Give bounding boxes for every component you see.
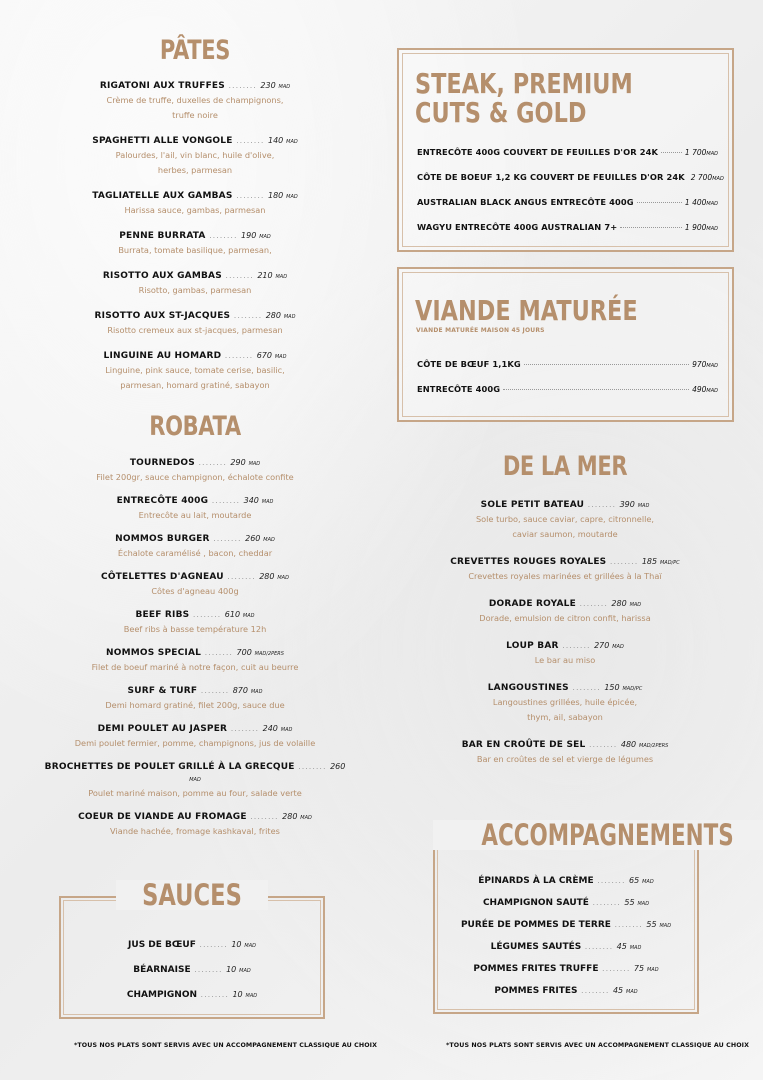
menu-item [395, 640, 735, 668]
menu-item [395, 556, 735, 584]
menu-item-price: 230 [260, 80, 276, 90]
menu-row-name: ENTRECÔTE 400G [417, 384, 501, 394]
menu-item-description: Crevettes royales marinées et grillées à la Thaï [468, 570, 662, 581]
menu-item-line [40, 685, 350, 698]
steak-title-line1: STEAK, PREMIUM [415, 67, 633, 100]
menu-item-line [40, 270, 350, 283]
menu-item [40, 811, 350, 839]
menu-item-price: 480 [620, 739, 637, 749]
leader-dots: ........ [232, 135, 268, 145]
leader-dots [661, 152, 682, 153]
menu-item [433, 914, 699, 936]
leader-dots [620, 227, 682, 228]
accompagnements-list [433, 870, 699, 1002]
menu-item [395, 598, 735, 626]
menu-item-unit: MAD [286, 138, 298, 145]
menu-item-line [40, 135, 350, 148]
menu-item [40, 723, 350, 751]
menu-item-name: TAGLIATELLE AUX GAMBAS [92, 190, 233, 201]
menu-item-description: caviar saumon, moutarde [512, 528, 618, 539]
menu-item-name: BAR EN CROÛTE DE SEL [461, 739, 586, 750]
menu-item-line [40, 761, 350, 786]
menu-row-name: CÔTE DE BŒUF 1,1KG [417, 359, 521, 369]
menu-item-name: LANGOUSTINES [487, 682, 569, 693]
leader-dots: ........ [581, 942, 617, 951]
menu-item-description: Langoustines grillées, huile épicée, [492, 696, 638, 707]
leader-dots: ........ [575, 598, 612, 608]
menu-item-unit: MAD [259, 233, 271, 240]
menu-row-price: 1 700 [684, 148, 707, 157]
menu-row [417, 222, 718, 232]
menu-item-price: 10 [231, 940, 242, 949]
menu-row-name: CÔTE DE BOEUF 1,2 KG COUVERT DE FEUILLES D'OR 24K [417, 172, 685, 182]
leader-dots: ........ [227, 723, 263, 733]
pates-section [40, 36, 350, 405]
leader-dots: ........ [189, 609, 225, 619]
menu-item-price: 180 [267, 190, 284, 200]
menu-item-unit: MAD [280, 726, 293, 733]
menu-item-unit: MAD [626, 989, 638, 995]
menu-row-name: ENTRECÔTE 400G COUVERT DE FEUILLES D'OR 24K [417, 147, 658, 157]
menu-row-unit: MAD [706, 388, 718, 394]
menu-item-name: BROCHETTES DE POULET GRILLÉ À LA GRECQUE [44, 761, 295, 772]
menu-item-description: Palourdes, l'ail, vin blanc, huile d'olive, [115, 149, 275, 160]
menu-item-description: Harissa sauce, gambas, parmesan [124, 204, 266, 215]
leader-dots: ........ [606, 556, 642, 566]
menu-item-line [40, 723, 350, 736]
viande-title: VIANDE MATURÉE [415, 294, 638, 327]
menu-row-price: 2 700 [690, 173, 713, 182]
menu-item-name: DEMI POULET AU JASPER [97, 723, 228, 734]
leader-dots: ........ [195, 940, 232, 949]
menu-item-unit: MAD [286, 193, 298, 200]
menu-item-price: 340 [243, 495, 259, 505]
menu-item-description: Risotto cremeux aux st-jacques, parmesan [107, 324, 283, 335]
menu-item-unit: MAD [274, 353, 287, 360]
mer-title: DE LA MER [502, 451, 628, 482]
menu-row [417, 359, 718, 369]
menu-item-price: 150 [604, 682, 620, 692]
leader-dots: ........ [197, 990, 233, 999]
menu-item-description: herbes, parmesan [157, 164, 233, 175]
menu-item [40, 647, 350, 675]
menu-row-price: 1 400 [684, 198, 707, 207]
menu-item-name: RIGATONI AUX TRUFFES [99, 80, 225, 91]
menu-row [417, 147, 718, 157]
menu-item [40, 350, 350, 393]
menu-item-line [40, 571, 350, 584]
menu-item-name: DORADE ROYALE [488, 598, 576, 609]
menu-item [40, 270, 350, 298]
menu-item-description: truffe noire [172, 109, 218, 120]
menu-item [433, 892, 699, 914]
menu-item [40, 310, 350, 338]
menu-item-price: 260 [330, 761, 346, 771]
menu-item-description: Côtes d'agneau 400g [151, 585, 239, 596]
menu-row [417, 197, 718, 207]
menu-item [395, 739, 735, 767]
menu-item-unit: MAD [637, 901, 650, 907]
menu-item-description: Le bar au miso [534, 654, 596, 665]
menu-item-line [40, 533, 350, 546]
menu-item-price: 280 [265, 310, 281, 320]
menu-item-name: PURÉE DE POMMES DE TERRE [460, 920, 611, 930]
menu-row-name: WAGYU ENTRECÔTE 400G AUSTRALIAN 7+ [417, 222, 618, 232]
menu-item-name: LÉGUMES SAUTÉS [490, 942, 582, 952]
leader-dots: ........ [585, 739, 621, 749]
leader-dots: ........ [598, 964, 634, 973]
menu-item-line [395, 499, 735, 512]
menu-item-unit: MAD [277, 574, 289, 581]
pates-list [40, 80, 350, 393]
menu-item-line [40, 230, 350, 243]
menu-row-unit: MAD [712, 176, 724, 182]
leader-dots: ........ [593, 876, 630, 885]
menu-item-description: Filet de boeuf mariné à notre façon, cuit au beurre [91, 661, 299, 672]
menu-item-price: 240 [262, 723, 278, 733]
leader-dots: ........ [568, 682, 605, 692]
menu-item [40, 230, 350, 258]
menu-item-price: 65 [629, 876, 640, 885]
menu-item-description: Beef ribs à basse température 12h [123, 623, 267, 634]
menu-item-price: 610 [224, 609, 241, 619]
menu-item-unit: MAD/2PERS [254, 650, 284, 657]
menu-item-line [395, 739, 735, 752]
leader-dots [524, 364, 689, 365]
menu-item-description: Échalote caramélisé , bacon, cheddar [117, 547, 273, 558]
menu-item-unit: MAD [300, 814, 312, 821]
menu-item-description: Dorade, emulsion de citron confit, harissa [479, 612, 651, 623]
menu-item-description: Burrata, tomate basilique, parmesan, [118, 244, 272, 255]
menu-item-description: Poulet mariné maison, pomme au four, salade verte [88, 787, 302, 798]
menu-item [395, 682, 735, 725]
menu-item-unit: MAD/PC [659, 559, 680, 566]
menu-item-unit: MAD [189, 776, 201, 783]
menu-row [417, 384, 718, 394]
menu-item-name: BEEF RIBS [135, 609, 190, 620]
menu-item-line [40, 647, 350, 660]
menu-item-description: Viande hachée, fromage kashkaval, frites [110, 825, 280, 836]
menu-item-unit: MAD/PC [622, 685, 643, 692]
menu-item [59, 932, 325, 957]
menu-item-price: 210 [257, 270, 273, 280]
steak-box [397, 48, 734, 252]
menu-item-price: 280 [611, 598, 627, 608]
menu-item-unit: MAD [646, 967, 659, 973]
menu-item-line [40, 190, 350, 203]
leader-dots [637, 202, 682, 203]
menu-item-line [40, 609, 350, 622]
menu-item-description: Risotto, gambas, parmesan [138, 284, 252, 295]
menu-item-name: POMMES FRITES TRUFFE [473, 964, 599, 974]
menu-item-unit: MAD [637, 502, 650, 509]
leader-dots: ........ [584, 499, 620, 509]
menu-row-unit: MAD [706, 151, 718, 157]
menu-item-price: 45 [616, 942, 627, 951]
menu-item-line [40, 350, 350, 363]
menu-item-price: 670 [256, 350, 272, 360]
leader-dots: ........ [197, 685, 233, 695]
menu-item-price: 390 [619, 499, 635, 509]
leader-dots: ........ [223, 571, 260, 581]
menu-item-price: 700 [236, 647, 252, 657]
menu-item-description: Linguine, pink sauce, tomate cerise, basilic, [105, 364, 285, 375]
menu-item-description: Demi poulet fermier, pomme, champignons, jus de volaille [74, 737, 316, 748]
footnote-right: *TOUS NOS PLATS SONT SERVIS AVEC UN ACCOMPAGNEMENT CLASSIQUE AU CHOIX [446, 1042, 750, 1049]
leader-dots: ........ [221, 270, 258, 280]
sauces-list [59, 932, 325, 1007]
menu-item [40, 609, 350, 637]
menu-item-description: thym, ail, sabayon [527, 711, 603, 722]
viande-subtitle: VIANDE MATURÉE MAISON 45 JOURS [416, 327, 545, 334]
menu-item-description: Filet 200gr, sauce champignon, échalote confite [96, 471, 294, 482]
menu-item-unit: MAD [250, 688, 263, 695]
leader-dots: ........ [294, 761, 331, 771]
leader-dots: ........ [208, 495, 244, 505]
menu-item-description: Crème de truffe, duxelles de champignons, [106, 94, 284, 105]
menu-item [40, 80, 350, 123]
menu-row-unit: MAD [706, 226, 718, 232]
menu-item-price: 10 [232, 990, 243, 999]
menu-item-price: 870 [232, 685, 248, 695]
menu-item [59, 982, 325, 1007]
menu-item-unit: MAD [261, 498, 274, 505]
menu-item-unit: MAD [275, 273, 288, 280]
menu-item-line [40, 457, 350, 470]
menu-item-unit: MAD [263, 536, 275, 543]
menu-item-price: 260 [245, 533, 261, 543]
menu-item-price: 280 [259, 571, 275, 581]
menu-item-line [395, 682, 735, 695]
menu-item [40, 190, 350, 218]
menu-item-unit: MAD [659, 923, 672, 929]
menu-item-line [395, 640, 735, 653]
menu-item-line [40, 811, 350, 824]
menu-item [40, 495, 350, 523]
menu-item-price: 140 [267, 135, 284, 145]
menu-item-description: Demi homard gratiné, filet 200g, sauce due [105, 699, 285, 710]
sauces-title: SAUCES [116, 880, 268, 910]
steak-title-line2: CUTS & GOLD [415, 96, 587, 129]
menu-item-name: SPAGHETTI ALLE VONGOLE [92, 135, 233, 146]
menu-item-unit: MAD [629, 945, 642, 951]
menu-item-unit: MAD [244, 943, 256, 949]
menu-item-description: Entrecôte au lait, moutarde [138, 509, 252, 520]
menu-item-unit: MAD [239, 968, 251, 974]
menu-item-price: 55 [646, 920, 657, 929]
robata-section [40, 412, 350, 849]
menu-item-name: CHAMPIGNON [126, 990, 197, 1000]
menu-item-price: 280 [282, 811, 298, 821]
leader-dots: ........ [190, 965, 227, 974]
menu-item-unit: MAD [278, 83, 291, 90]
menu-item-name: ÉPINARDS À LA CRÈME [478, 876, 594, 886]
menu-item-name: SOLE PETIT BATEAU [480, 499, 585, 510]
menu-item-line [40, 80, 350, 93]
menu-item [40, 571, 350, 599]
leader-dots: ........ [558, 640, 595, 650]
menu-item-description: Sole turbo, sauce caviar, capre, citronnelle, [475, 513, 655, 524]
menu-item-unit: MAD [642, 879, 654, 885]
menu-item-price: 45 [612, 986, 624, 995]
menu-item-name: BÉARNAISE [133, 965, 191, 975]
menu-item-price: 185 [641, 556, 658, 566]
menu-item-name: RISOTTO AUX GAMBAS [102, 270, 222, 281]
sauces-box [59, 878, 325, 1019]
leader-dots: ........ [224, 80, 261, 90]
pates-title: PÂTES [159, 35, 231, 66]
mer-list [395, 499, 735, 767]
menu-item-name: JUS DE BŒUF [128, 940, 196, 950]
mer-section [395, 452, 735, 781]
leader-dots: ........ [221, 350, 257, 360]
menu-item-line [40, 495, 350, 508]
leader-dots: ........ [610, 920, 647, 929]
leader-dots: ........ [230, 310, 266, 320]
menu-item-price: 290 [230, 457, 246, 467]
menu-item-description: parmesan, homard gratiné, sabayon [120, 379, 270, 390]
menu-row-price: 970 [692, 360, 707, 369]
menu-item-name: NOMMOS BURGER [115, 533, 210, 544]
leader-dots: ........ [232, 190, 268, 200]
menu-item-name: SURF & TURF [127, 685, 198, 696]
menu-item [395, 499, 735, 542]
menu-row-price: 490 [692, 385, 707, 394]
menu-item-name: PENNE BURRATA [119, 230, 206, 241]
robata-title: ROBATA [149, 411, 241, 442]
menu-item-name: NOMMOS SPECIAL [106, 647, 202, 658]
menu-item-name: ENTRECÔTE 400G [116, 495, 209, 506]
menu-item-name: CÔTELETTES D'AGNEAU [101, 571, 224, 582]
menu-item [40, 533, 350, 561]
leader-dots: ........ [588, 898, 625, 907]
menu-item-name: LINGUINE AU HOMARD [103, 350, 222, 361]
accompagnements-title: ACCOMPAGNEMENTS [433, 820, 763, 850]
menu-item-name: COEUR DE VIANDE AU FROMAGE [78, 811, 247, 822]
menu-item-price: 270 [594, 640, 610, 650]
menu-item-unit: MAD [248, 460, 261, 467]
menu-item-name: POMMES FRITES [494, 986, 578, 996]
menu-item-price: 55 [624, 898, 635, 907]
menu-item-price: 75 [633, 964, 645, 973]
leader-dots: ........ [201, 647, 237, 657]
menu-item-unit: MAD [612, 643, 624, 650]
menu-item [40, 457, 350, 485]
menu-item-price: 190 [241, 230, 257, 240]
menu-item-name: TOURNEDOS [129, 457, 195, 468]
leader-dots [503, 389, 689, 390]
robata-list [40, 457, 350, 839]
menu-item-name: LOUP BAR [506, 640, 559, 651]
menu-item-name: RISOTTO AUX ST-JACQUES [94, 310, 231, 321]
menu-row-name: AUSTRALIAN BLACK ANGUS ENTRECÔTE 400G [417, 197, 634, 207]
menu-item [40, 685, 350, 713]
menu-item-unit: MAD [245, 993, 258, 999]
menu-item [433, 870, 699, 892]
leader-dots: ........ [577, 986, 613, 995]
menu-row-unit: MAD [706, 201, 718, 207]
leader-dots: ........ [194, 457, 231, 467]
menu-row-unit: MAD [706, 363, 718, 369]
menu-item-name: CREVETTES ROUGES ROYALES [450, 556, 607, 567]
menu-row-price: 1 900 [684, 223, 707, 232]
accompagnements-box [433, 818, 734, 1014]
menu-item [433, 958, 699, 980]
menu-item-unit: MAD/2PERS [639, 742, 669, 749]
menu-item-description: Bar en croûtes de sel et vierge de légumes [476, 753, 654, 764]
leader-dots: ........ [205, 230, 242, 240]
menu-item-name: CHAMPIGNON SAUTÉ [482, 898, 589, 908]
menu-item-unit: MAD [283, 313, 296, 320]
menu-item [433, 936, 699, 958]
menu-item-line [395, 556, 735, 569]
menu-item-line [395, 598, 735, 611]
menu-item-unit: MAD [629, 601, 642, 608]
menu-item-unit: MAD [242, 612, 255, 619]
leader-dots: ........ [246, 811, 283, 821]
menu-item-price: 10 [226, 965, 237, 974]
menu-row [417, 172, 724, 182]
footnote-left: *TOUS NOS PLATS SONT SERVIS AVEC UN ACCOMPAGNEMENT CLASSIQUE AU CHOIX [74, 1042, 378, 1049]
menu-item [433, 980, 699, 1002]
viande-box [397, 267, 734, 422]
menu-item [40, 135, 350, 178]
leader-dots: ........ [209, 533, 246, 543]
menu-item [40, 761, 350, 801]
menu-item-line [40, 310, 350, 323]
menu-item [59, 957, 325, 982]
